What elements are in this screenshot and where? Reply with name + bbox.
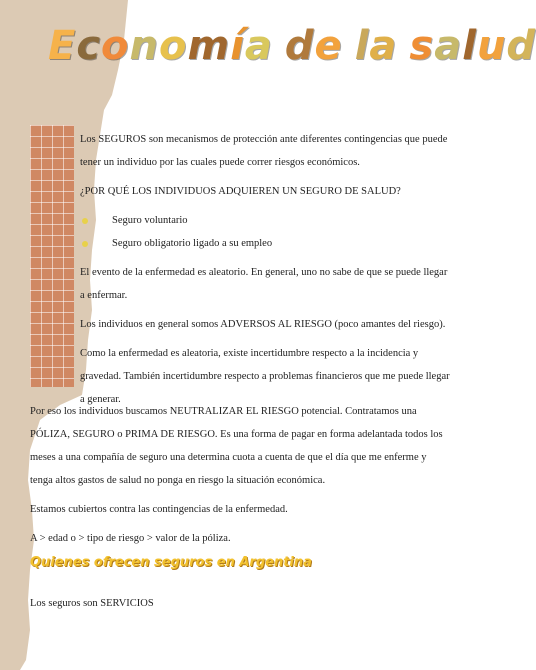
- paragraph-adversos: Los individuos en general somos ADVERSOS AL RIESGO (poco amantes del riesgo).: [80, 319, 446, 330]
- title-letter: n: [129, 23, 160, 69]
- title-letter: a: [369, 23, 398, 69]
- content-block-lower: [30, 400, 450, 556]
- paragraph-servicios: Los seguros son SERVICIOS: [30, 598, 154, 609]
- paragraph-edad-riesgo: A > edad o > tipo de riesgo > valor de la póliza.: [30, 533, 231, 544]
- title-letter: o: [101, 23, 130, 69]
- title-letter: l: [354, 23, 370, 69]
- bullet-icon: [82, 241, 88, 247]
- content-block-upper: [80, 128, 452, 417]
- paragraph-aleatorio: El evento de la enfermedad es aleatorio. En general, uno no sabe de que se puede llegar a enfermar.: [80, 267, 448, 301]
- title-letter: í: [230, 23, 245, 69]
- list-item: [80, 232, 452, 255]
- title-letter: [273, 23, 285, 69]
- title-letter: E: [48, 23, 77, 69]
- title-letter: d: [284, 23, 315, 69]
- title-letter: c: [76, 23, 102, 69]
- title-letter: d: [506, 23, 536, 69]
- paragraph-neutralizar: Por eso los individuos buscamos NEUTRALIZAR EL RIESGO potencial. Contratamos una PÓLIZA, SEGURO o PRIMA DE RIESGO. Es una forma de pagar en forma adelantada todos los meses a una compañía de seguro una determina cuota a cuenta de que el día que me enferme y tenga altos gastos de salud no ponga en riesgo la situación económica.: [30, 406, 443, 486]
- title-letter: l: [462, 23, 477, 69]
- paragraph-incertidumbre: Como la enfermedad es aleatoria, existe incertidumbre respecto a la incidencia y gravedad. También incertidumbre respecto a problemas financieros que me puede llegar a generar.: [80, 348, 450, 405]
- title-letter: a: [434, 23, 463, 69]
- title-letter: a: [244, 23, 273, 69]
- title-letter: [343, 23, 355, 69]
- title-letter: m: [187, 23, 231, 69]
- title-letter: e: [314, 23, 343, 69]
- paragraph-seguros-definition: Los SEGUROS son mecanismos de protección ante diferentes contingencias que puede tener un individuo por las cuales puede correr riesgos económicos.: [80, 134, 448, 168]
- bullet-text: Seguro voluntario: [112, 215, 188, 226]
- decorative-grid-panel: [30, 125, 74, 387]
- bullet-text: Seguro obligatorio ligado a su empleo: [112, 238, 273, 249]
- paragraph-cubiertos: Estamos cubiertos contra las contingencias de la enfermedad.: [30, 504, 288, 515]
- paragraph-question: ¿POR QUÉ LOS INDIVIDUOS ADQUIEREN UN SEGURO DE SALUD?: [80, 186, 401, 197]
- section-subheading: Quienes ofrecen seguros en Argentina: [30, 555, 312, 570]
- bullet-icon: [82, 218, 88, 224]
- bullet-list: [80, 209, 452, 255]
- page-title: [48, 18, 536, 74]
- title-letter: u: [476, 23, 507, 69]
- list-item: [80, 209, 452, 232]
- title-letter: s: [409, 23, 435, 69]
- title-letter: [397, 23, 409, 69]
- title-letter: o: [159, 23, 188, 69]
